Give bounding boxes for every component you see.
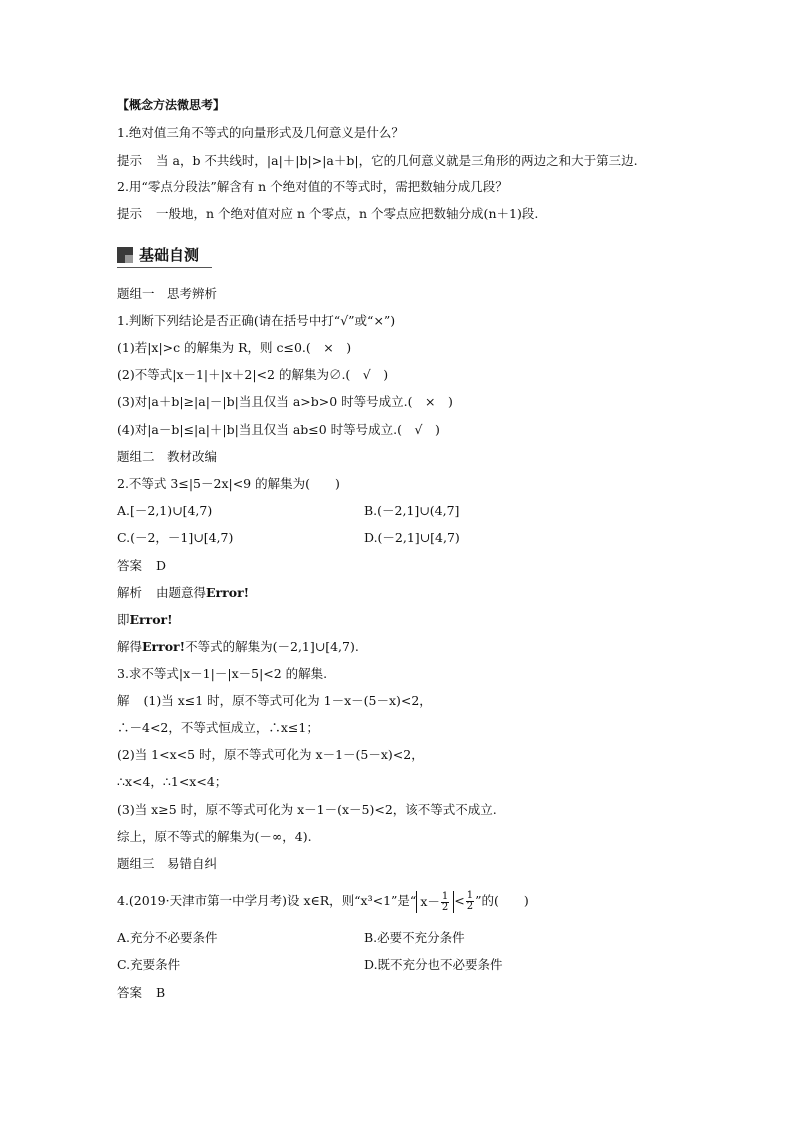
hint-label: 提示 [117, 153, 143, 168]
q4-option-c: C.充要条件 [117, 957, 181, 972]
solution-line-6: 综上，原不等式的解集为(－∞，4). [117, 829, 312, 844]
q4-lt: < [454, 893, 465, 908]
q2-analysis-line3 [117, 638, 359, 656]
absolute-value [416, 891, 454, 913]
concept-question-1: 1.绝对值三角不等式的向量形式及几何意义是什么？ [117, 125, 404, 140]
section-square-icon [117, 247, 133, 263]
hint-label: 提示 [117, 206, 143, 221]
question-2: 2.不等式 3≤|5－2x|<9 的解集为( ) [117, 476, 340, 491]
solution-line-5: (3)当 x≥5 时，原不等式可化为 x－1－(x－5)<2，该不等式不成立. [117, 802, 497, 817]
hint-text: 一般地，n 个绝对值对应 n 个零点，n 个零点应把数轴分成(n＋1)段. [156, 206, 539, 221]
fraction-denominator: 2 [466, 901, 474, 912]
group1-title: 题组一 思考辨析 [117, 286, 218, 301]
ji-text: 即 [117, 612, 130, 627]
section-rule [117, 267, 212, 268]
q2-option-d: D.(－2,1]∪[4,7) [364, 530, 460, 545]
group3-title: 题组三 易错自纠 [117, 856, 218, 871]
answer-label: 答案 [117, 985, 143, 1000]
q4-abs-x: x－ [420, 893, 440, 909]
fraction [441, 892, 449, 913]
judgement-item-1: (1)若|x|>c 的解集为 R，则 c≤0.( × ) [117, 340, 352, 355]
q2-option-a: A.[－2,1)∪[4,7) [117, 503, 213, 518]
section-title: 基础自测 [139, 246, 200, 264]
fraction-denominator: 2 [441, 901, 449, 913]
solution-line-2: ∴－4<2，不等式恒成立，∴x≤1； [117, 720, 319, 735]
fraction-numerator: 1 [441, 890, 449, 902]
judgement-item-4: (4)对|a－b|≤|a|＋|b|当且仅当 ab≤0 时等号成立.( √ ) [117, 422, 440, 437]
q2-analysis-line2 [117, 611, 173, 629]
answer-label: 答案 [117, 558, 143, 573]
error-text: Error! [142, 639, 186, 654]
solution-line-4: ∴x<4，∴1<x<4； [117, 774, 228, 789]
fraction-numerator: 1 [466, 890, 474, 901]
group1-question: 1.判断下列结论是否正确(请在括号中打“√”或“×”) [117, 313, 396, 328]
q2-analysis [117, 584, 249, 602]
q4-option-b: B.必要不充分条件 [364, 930, 465, 945]
q4-option-d: D.既不充分也不必要条件 [364, 957, 503, 972]
error-text: Error! [206, 585, 250, 600]
analysis-text: 由题意得 [156, 585, 207, 600]
q4-suffix: ”的( ) [475, 893, 529, 908]
concept-answer-2 [117, 205, 538, 223]
q4-option-a: A.充分不必要条件 [117, 930, 218, 945]
solution-line-1 [117, 692, 432, 710]
answer-value: B [156, 985, 166, 1000]
judgement-item-3: (3)对|a＋b|≥|a|－|b|当且仅当 a>b>0 时等号成立.( × ) [117, 394, 453, 409]
concept-title: 【概念方法微思考】 [117, 98, 226, 112]
fraction [466, 891, 474, 912]
group2-title: 题组二 教材改编 [117, 449, 218, 464]
concept-question-2: 2.用“零点分段法”解含有 n 个绝对值的不等式时，需把数轴分成几段？ [117, 179, 508, 194]
judgement-item-2: (2)不等式|x－1|＋|x＋2|<2 的解集为∅.( √ ) [117, 367, 389, 382]
q2-answer [117, 557, 166, 575]
question-3: 3.求不等式|x－1|－|x－5|<2 的解集. [117, 666, 328, 681]
solution-label: 解 [117, 693, 130, 708]
solution-text: (1)当 x≤1 时，原不等式可化为 1－x－(5－x)<2， [143, 693, 432, 708]
q2-option-c: C.(－2，－1]∪[4,7) [117, 530, 234, 545]
solution-line-3: (2)当 1<x<5 时，原不等式可化为 x－1－(5－x)<2， [117, 747, 424, 762]
error-text: Error! [129, 612, 173, 627]
question-4 [117, 888, 529, 914]
concept-answer-1 [117, 152, 638, 170]
hint-text: 当 a，b 不共线时，|a|＋|b|>|a＋b|，它的几何意义就是三角形的两边之和大于第三边. [156, 153, 638, 168]
jiede-text: 解得 [117, 639, 143, 654]
analysis-label: 解析 [117, 585, 143, 600]
answer-value: D [156, 558, 167, 573]
q4-prefix: 4.(2019·天津市第一中学月考)设 x∈R，则“x³<1”是“ [117, 893, 417, 908]
q4-answer [117, 984, 165, 1002]
analysis-tail: 不等式的解集为(－2,1]∪[4,7). [185, 639, 359, 654]
q2-option-b: B.(－2,1]∪(4,7] [364, 503, 460, 518]
